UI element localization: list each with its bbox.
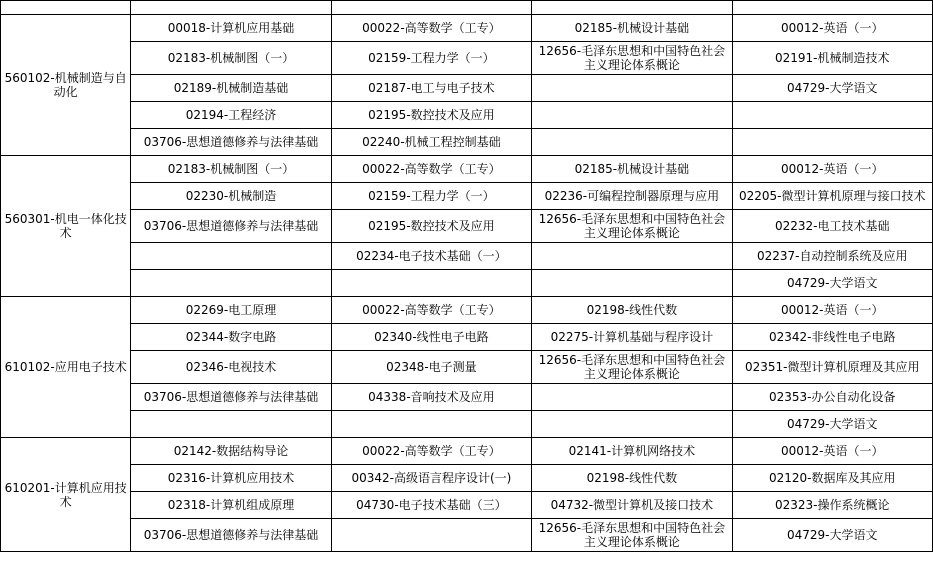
subject-cell: 04729-大学语文 (732, 75, 932, 102)
subject-cell: 00018-计算机应用基础 (131, 15, 331, 42)
table-row (1, 324, 933, 351)
subject-cell: 02141-计算机网络技术 (532, 438, 732, 465)
subject-cell: 02183-机械制图（一） (131, 42, 331, 75)
table-row (1, 102, 933, 129)
subject-cell: 02275-计算机基础与程序设计 (532, 324, 732, 351)
major-cell: 610102-应用电子技术 (1, 297, 131, 438)
subject-cell: 03706-思想道德修养与法律基础 (131, 210, 331, 243)
major-cell (1, 1, 131, 15)
table-row (1, 270, 933, 297)
subject-cell: 00012-英语（一） (732, 15, 932, 42)
subject-cell: 04730-电子技术基础（三） (331, 492, 531, 519)
subject-cell: 02323-操作系统概论 (732, 492, 932, 519)
subject-cell: 02185-机械设计基础 (532, 156, 732, 183)
subject-cell (532, 129, 732, 156)
table-row (1, 75, 933, 102)
subject-cell: 02351-微型计算机原理及其应用 (732, 351, 932, 384)
subject-cell (532, 270, 732, 297)
table-row (1, 297, 933, 324)
subject-cell: 04729-大学语文 (732, 270, 932, 297)
subject-cell: 00022-高等数学（工专） (331, 156, 531, 183)
subject-cell: 00012-英语（一） (732, 156, 932, 183)
subject-cell (331, 270, 531, 297)
subject-cell: 02142-数据结构导论 (131, 438, 331, 465)
major-cell: 610201-计算机应用技术 (1, 438, 131, 552)
table-row (1, 1, 933, 15)
subject-cell: 12656-毛泽东思想和中国特色社会主义理论体系概论 (532, 519, 732, 552)
subject-cell: 02195-数控技术及应用 (331, 210, 531, 243)
subject-cell (131, 411, 331, 438)
subject-cell: 00022-高等数学（工专） (331, 438, 531, 465)
subject-cell: 02159-工程力学（一） (331, 42, 531, 75)
subject-cell: 12656-毛泽东思想和中国特色社会主义理论体系概论 (532, 42, 732, 75)
subject-cell (131, 1, 331, 15)
subject-cell: 02269-电工原理 (131, 297, 331, 324)
subject-cell: 02198-线性代数 (532, 297, 732, 324)
subject-cell: 02316-计算机应用技术 (131, 465, 331, 492)
subject-cell: 00022-高等数学（工专） (331, 297, 531, 324)
subject-cell: 02230-机械制造 (131, 183, 331, 210)
subject-cell: 02189-机械制造基础 (131, 75, 331, 102)
table-row (1, 243, 933, 270)
subject-cell: 02348-电子测量 (331, 351, 531, 384)
subject-cell: 02353-办公自动化设备 (732, 384, 932, 411)
subject-cell (732, 1, 932, 15)
table-row (1, 519, 933, 552)
subject-cell (331, 1, 531, 15)
table-row (1, 156, 933, 183)
subject-cell: 02183-机械制图（一） (131, 156, 331, 183)
table-row (1, 351, 933, 384)
subject-cell: 02344-数字电路 (131, 324, 331, 351)
table-row (1, 15, 933, 42)
subject-cell (732, 129, 932, 156)
subject-cell: 02205-微型计算机原理与接口技术 (732, 183, 932, 210)
subject-cell: 02240-机械工程控制基础 (331, 129, 531, 156)
subject-cell: 03706-思想道德修养与法律基础 (131, 384, 331, 411)
table-row (1, 411, 933, 438)
subject-cell (131, 243, 331, 270)
subject-cell: 02194-工程经济 (131, 102, 331, 129)
table-row (1, 210, 933, 243)
table-row (1, 183, 933, 210)
subject-cell (732, 102, 932, 129)
subject-cell: 02198-线性代数 (532, 465, 732, 492)
table-row (1, 438, 933, 465)
subject-cell: 04729-大学语文 (732, 519, 932, 552)
subject-cell: 02120-数据库及其应用 (732, 465, 932, 492)
subject-cell: 02346-电视技术 (131, 351, 331, 384)
subject-cell: 03706-思想道德修养与法律基础 (131, 519, 331, 552)
table-row (1, 42, 933, 75)
subject-cell: 00022-高等数学（工专） (331, 15, 531, 42)
major-cell: 560301-机电一体化技术 (1, 156, 131, 297)
table-row (1, 492, 933, 519)
subject-cell (532, 1, 732, 15)
subject-cell: 04732-微型计算机及接口技术 (532, 492, 732, 519)
subject-cell (331, 519, 531, 552)
table-row (1, 465, 933, 492)
subject-cell: 02236-可编程控制器原理与应用 (532, 183, 732, 210)
table-row (1, 129, 933, 156)
subject-cell (532, 243, 732, 270)
subject-cell: 02187-电工与电子技术 (331, 75, 531, 102)
subject-cell: 02234-电子技术基础（一） (331, 243, 531, 270)
subject-cell: 02342-非线性电子电路 (732, 324, 932, 351)
subject-cell: 02318-计算机组成原理 (131, 492, 331, 519)
subject-cell: 00342-高级语言程序设计(一) (331, 465, 531, 492)
subject-cell: 02159-工程力学（一） (331, 183, 531, 210)
subject-cell (331, 411, 531, 438)
subject-cell (131, 270, 331, 297)
subject-cell (532, 102, 732, 129)
subject-cell: 02191-机械制造技术 (732, 42, 932, 75)
subject-cell: 04338-音响技术及应用 (331, 384, 531, 411)
table-row (1, 384, 933, 411)
subject-cell (532, 384, 732, 411)
subject-cell: 04729-大学语文 (732, 411, 932, 438)
subject-cell: 00012-英语（一） (732, 297, 932, 324)
subject-cell: 12656-毛泽东思想和中国特色社会主义理论体系概论 (532, 351, 732, 384)
subject-cell (532, 411, 732, 438)
subject-cell: 12656-毛泽东思想和中国特色社会主义理论体系概论 (532, 210, 732, 243)
subject-cell (532, 75, 732, 102)
subject-cell: 02237-自动控制系统及应用 (732, 243, 932, 270)
subject-cell: 02185-机械设计基础 (532, 15, 732, 42)
subject-cell: 02195-数控技术及应用 (331, 102, 531, 129)
subject-cell: 02232-电工技术基础 (732, 210, 932, 243)
subject-cell: 02340-线性电子电路 (331, 324, 531, 351)
subject-cell: 03706-思想道德修养与法律基础 (131, 129, 331, 156)
subject-cell: 00012-英语（一） (732, 438, 932, 465)
major-cell: 560102-机械制造与自动化 (1, 15, 131, 156)
